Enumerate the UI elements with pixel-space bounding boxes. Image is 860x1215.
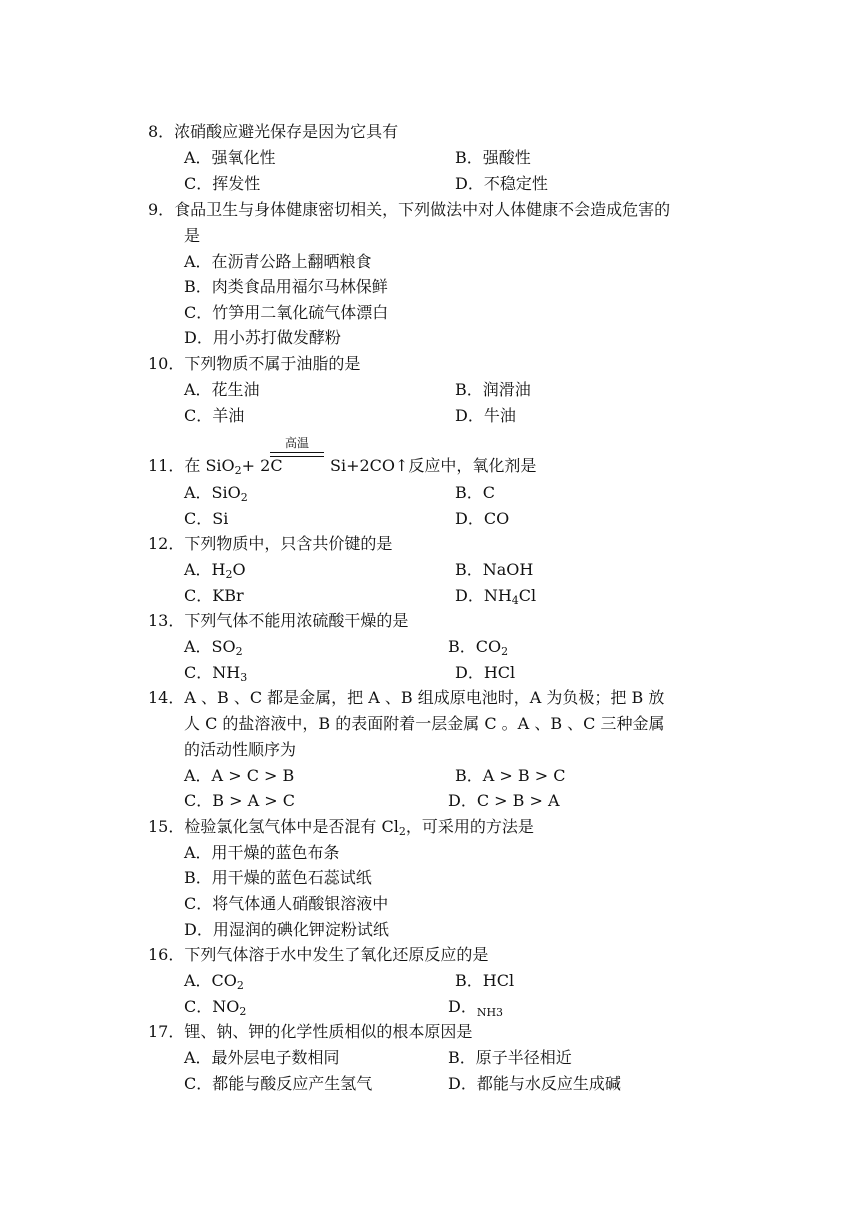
question-8-option-d: D．不稳定性 (455, 174, 548, 193)
question-15-option-d: D．用湿润的碘化钾淀粉试纸 (184, 920, 389, 939)
question-14-option-b: B．A > B > C (455, 766, 566, 785)
question-9-option-b: B．肉类食品用福尔马林保鲜 (184, 277, 388, 296)
question-14-option-a: A．A > C > B (184, 766, 295, 785)
question-14-option-c: C．B > A > C (184, 791, 295, 810)
question-15-option-a: A．用干燥的蓝色布条 (184, 843, 340, 862)
question-12-option-d: D．$NH_4Cl$ (455, 586, 537, 607)
question-13-stem: 13．下列气体不能用浓硫酸干燥的是 (148, 611, 409, 630)
question-13-option-c: C．$NH_3$ (184, 663, 248, 684)
question-10-option-c: C．羊油 (184, 406, 245, 425)
question-15-option-b: B．用干燥的蓝色石蕊试纸 (184, 868, 372, 887)
question-16-option-b: B．HCl (455, 971, 515, 990)
question-12-option-b: B．NaOH (455, 560, 534, 579)
question-11-stem-tail: Si+2CO↑反应中，氧化剂是 (330, 456, 537, 475)
question-12-option-c: C．KBr (184, 586, 244, 605)
question-14-stem: 14．A 、B 、C 都是金属，把 A 、B 组成原电池时，A 为负极；把 B 放 (148, 688, 665, 707)
question-9-option-c: C．竹笋用二氧化硫气体漂白 (184, 303, 389, 322)
question-11-option-c: C．Si (184, 509, 229, 528)
question-8-option-b: B．强酸性 (455, 148, 531, 167)
question-8-option-c: C．挥发性 (184, 174, 261, 193)
question-10-option-b: B．润滑油 (455, 380, 531, 399)
question-15-option-c: C．将气体通人硝酸银溶液中 (184, 894, 389, 913)
question-14-stem-continued-2: 的活动性顺序为 (184, 740, 297, 759)
question-17-stem: 17．锂、钠、钾的化学性质相似的根本原因是 (148, 1022, 473, 1041)
question-10-option-a: A．花生油 (184, 380, 260, 399)
question-16-option-c: C．$NO_2$ (184, 997, 247, 1018)
question-9-stem: 9．食品卫生与身体健康密切相关，下列做法中对人体健康不会造成危害的 (148, 200, 671, 219)
question-10-option-d: D．牛油 (455, 406, 516, 425)
question-17-option-d: D．都能与水反应生成碱 (448, 1074, 621, 1093)
question-9-option-a: A．在沥青公路上翻晒粮食 (184, 252, 372, 271)
question-9-option-d: D．用小苏打做发酵粉 (184, 328, 341, 347)
question-15-stem: 15．检验氯化氢气体中是否混有 $Cl_2$，可采用的方法是 (148, 817, 534, 838)
question-9-stem-continued: 是 (184, 226, 201, 245)
question-10-stem: 10．下列物质不属于油脂的是 (148, 354, 361, 373)
reaction-condition: 高温 (284, 436, 309, 450)
question-17-option-a: A．最外层电子数相同 (184, 1048, 340, 1067)
question-17-option-c: C．都能与酸反应产生氢气 (184, 1074, 373, 1093)
question-11-option-d: D．CO (455, 509, 510, 528)
question-13-option-d: D．HCl (455, 663, 516, 682)
question-8-option-a: A．强氧化性 (184, 148, 276, 167)
question-12-stem: 12．下列物质中，只含共价键的是 (148, 534, 393, 553)
question-13-option-b: B．$CO_2$ (448, 637, 509, 658)
question-16-stem: 16．下列气体溶于水中发生了氧化还原反应的是 (148, 945, 489, 964)
question-16-option-d: D．$_{NH3}$ (448, 997, 504, 1019)
question-14-stem-continued: 人 C 的盐溶液中，B 的表面附着一层金属 C 。A 、B 、C 三种金属 (184, 714, 665, 733)
question-14-option-d: D．C > B > A (448, 791, 560, 810)
question-12-option-a: A．$H_2O$ (184, 560, 246, 581)
question-11-option-b: B．C (455, 483, 496, 502)
question-17-option-b: B．原子半径相近 (448, 1048, 572, 1067)
question-11-stem: 11．在 SiO$_2$+ 2C (148, 456, 283, 477)
question-13-option-a: A．$SO_2$ (184, 637, 243, 658)
question-8-stem: 8．浓硝酸应避光保存是因为它具有 (148, 122, 399, 141)
question-16-option-a: A．$CO_2$ (184, 971, 244, 992)
question-11-option-a: A．SiO$_2$ (184, 483, 248, 504)
